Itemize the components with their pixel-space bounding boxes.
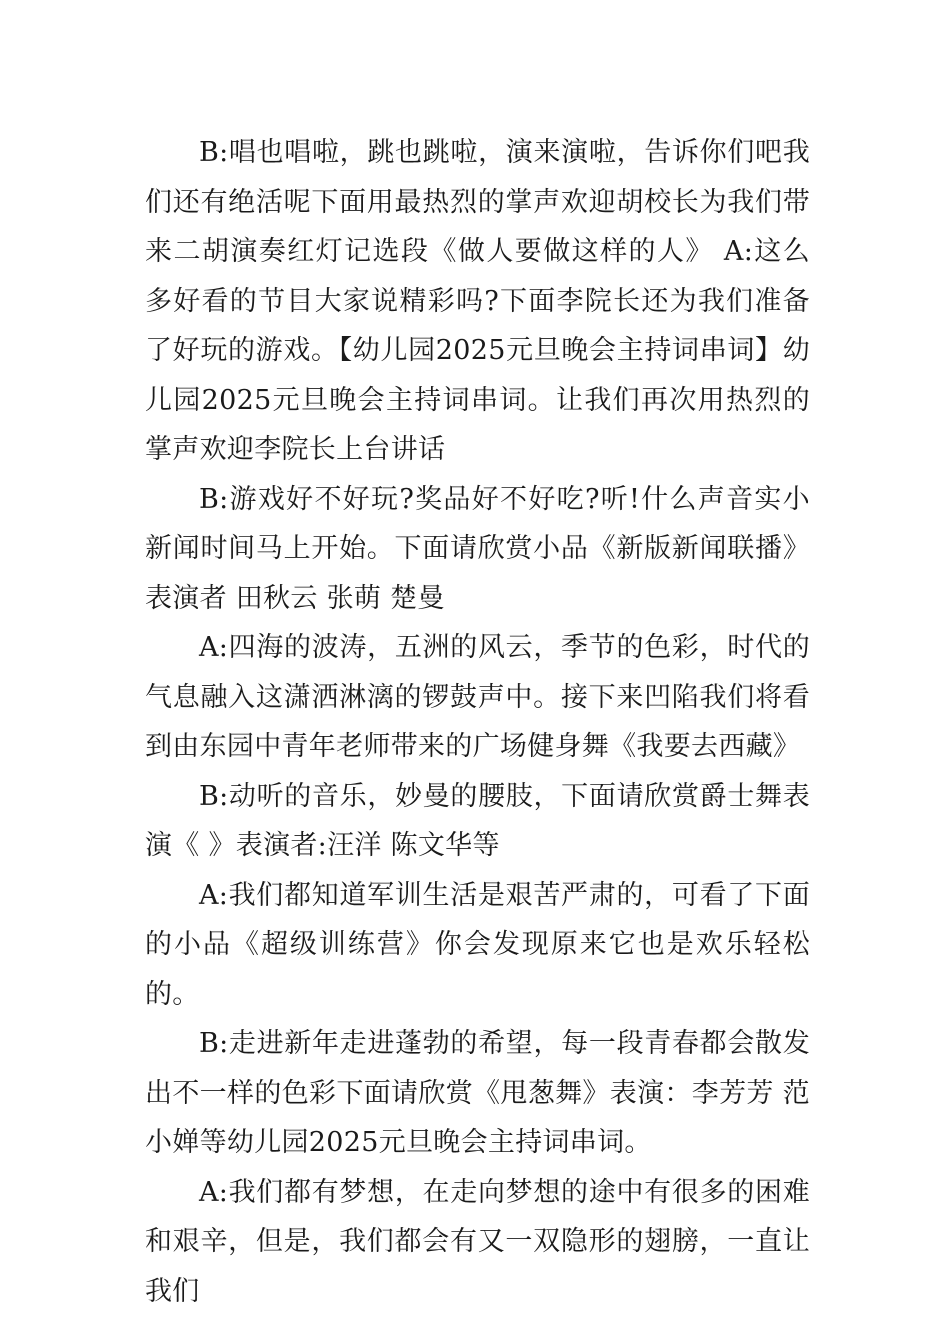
document-body: [145, 128, 810, 1316]
paragraph-5: A:我们都知道军训生活是艰苦严肃的，可看了下面的小品《超级训练营》你会发现原来它也是欢乐轻松的。: [145, 879, 810, 1010]
paragraph-7: A:我们都有梦想，在走向梦想的途中有很多的困难和艰辛，但是，我们都会有又一双隐形的翅膀，一直让我们: [145, 1176, 810, 1307]
paragraph-3: A:四海的波涛，五洲的风云，季节的色彩，时代的气息融入这潇洒淋漓的锣鼓声中。接下来凹陷我们将看到由东园中青年老师带来的广场健身舞《我要去西藏》: [145, 632, 810, 762]
paragraph-2: B:游戏好不好玩?奖品好不好吃?听!什么声音实小新闻时间马上开始。下面请欣赏小品《新版新闻联播》表演者 田秋云 张萌 楚曼: [145, 483, 810, 614]
paragraph-6: B:走进新年走进蓬勃的希望，每一段青春都会散发出不一样的色彩下面请欣赏《甩葱舞》表演：李芳芳 范小婵等幼儿园2025元旦晚会主持词串词。: [145, 1028, 810, 1158]
paragraph-1: B:唱也唱啦，跳也跳啦，演来演啦，告诉你们吧我们还有绝活呢下面用最热烈的掌声欢迎胡校长为我们带来二胡演奏红灯记选段《做人要做这样的人》 A:这么多好看的节目大家说精彩吗?下面李院长还为我们准备了好玩的游戏。【幼儿园2025元旦晚会主持词串词】幼儿园2025元旦晚会主持词串词。让我们再次用热烈的掌声欢迎李院长上台讲话: [145, 137, 810, 465]
paragraph-4: B:动听的音乐，妙曼的腰肢，下面请欣赏爵士舞表演《 》表演者:汪洋 陈文华等: [145, 780, 810, 861]
